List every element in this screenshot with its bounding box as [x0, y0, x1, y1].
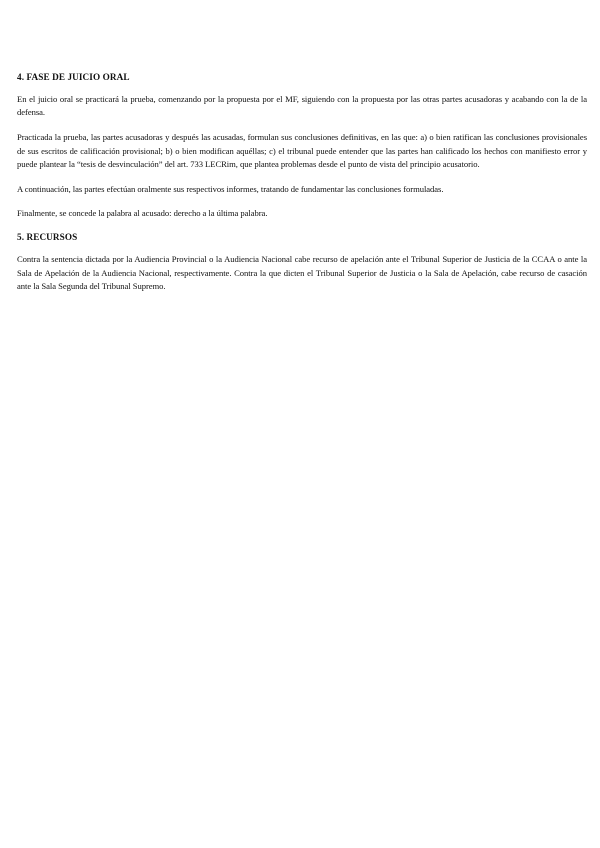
section-4-paragraph-2: Practicada la prueba, las partes acusadoras y después las acusadas, formulan sus conclusiones definitivas, en las que: a) o bien ratifican las conclusiones provisionales de sus escritos de calificación provisional; b) o bien modifican aquéllas; c) el tribunal puede entender que las partes han calificado los hechos con manifiesto error y puede plantear la “tesis de desvinculación” del art. 733 LECRim, que plantea problemas desde el punto de vista del principio acusatorio.: [17, 132, 587, 169]
section-5-paragraph-1: Contra la sentencia dictada por la Audiencia Provincial o la Audiencia Nacional cabe recurso de apelación ante el Tribunal Superior de Justicia de la CCAA o ante la Sala de Apelación de la Audiencia Nacional, respectivamente. Contra la que dicten el Tribunal Superior de Justicia o la Sala de Apelación, cabe recurso de casación ante la Sala Segunda del Tribunal Supremo.: [17, 254, 587, 291]
section-4-paragraph-4: Finalmente, se concede la palabra al acusado: derecho a la última palabra.: [17, 208, 268, 219]
document-page: [17, 71, 587, 305]
section-4-paragraph-3: A continuación, las partes efectúan oralmente sus respectivos informes, tratando de fundamentar las conclusiones formuladas.: [17, 184, 444, 195]
section-4-heading: 4. FASE DE JUICIO ORAL: [17, 72, 130, 82]
section-5-heading: 5. RECURSOS: [17, 232, 78, 243]
section-4-paragraph-1: En el juicio oral se practicará la prueba, comenzando por la propuesta por el MF, siguiendo con la propuesta por las otras partes acusadoras y acabando con la de la defensa.: [17, 94, 587, 118]
